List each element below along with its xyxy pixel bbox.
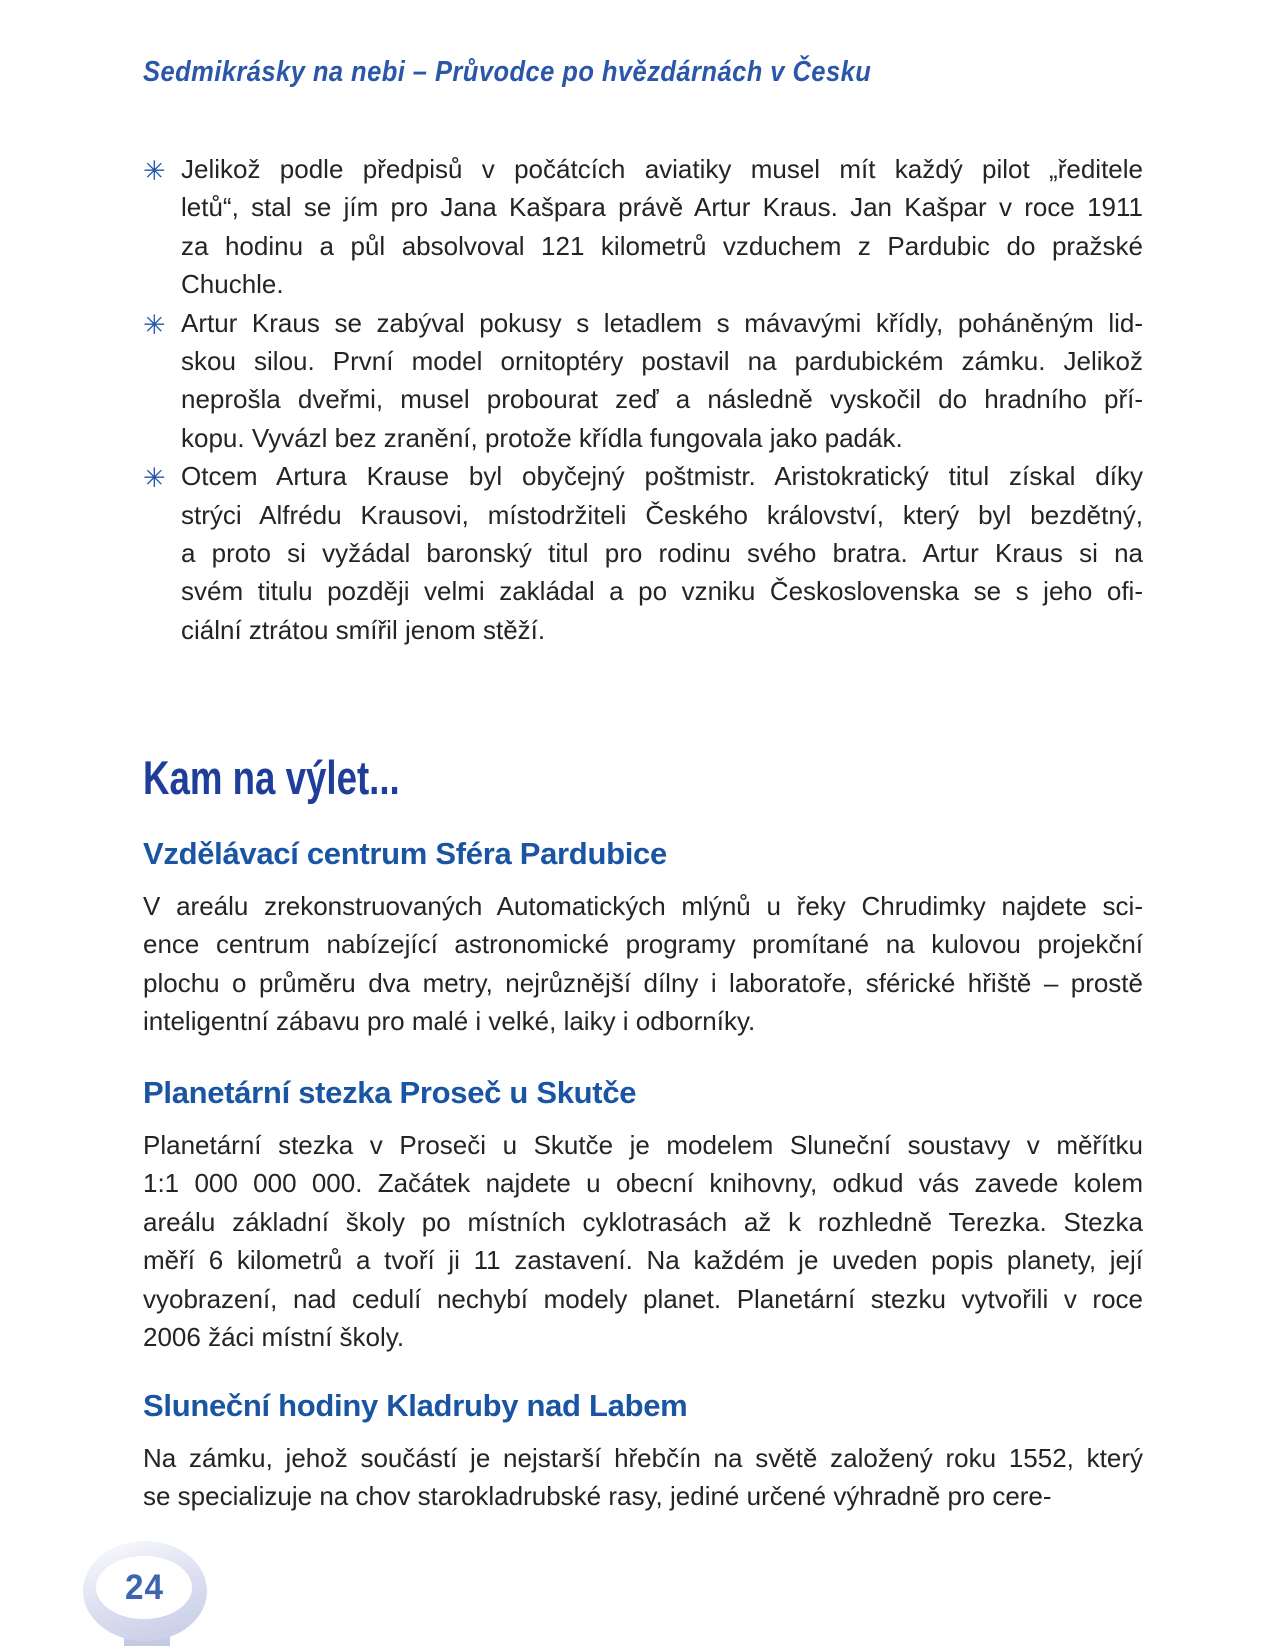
text-line: inteligentní zábavu pro malé i velké, laiky i odborníky. <box>143 1006 756 1037</box>
subsection <box>143 835 1143 1041</box>
paragraph <box>181 150 1143 304</box>
bullet-item <box>143 457 1143 649</box>
text-line: Otcem Artura Krause byl obyčejný poštmistr. Aristokratický titul získal díky <box>181 461 1143 492</box>
subsection <box>143 1387 1143 1516</box>
star-bullet-icon: ✳ <box>143 156 166 186</box>
text-line: se specializuje na chov starokladrubské rasy, jediné určené výhradně pro cere- <box>143 1481 1052 1512</box>
text-line: letů“, stal se jím pro Jana Kašpara právě Artur Kraus. Jan Kašpar v roce 1911 <box>181 192 1143 223</box>
text-line: měří 6 kilometrů a tvoří ji 11 zastavení. Na každém je uveden popis planety, její <box>143 1245 1143 1276</box>
text-line: vyobrazení, nad cedulí nechybí modely planet. Planetární stezku vytvořili v roce <box>143 1283 1143 1314</box>
paragraph <box>143 1126 1143 1356</box>
bullet-list <box>143 150 1143 649</box>
paragraph <box>143 887 1143 1041</box>
text-line: ence centrum nabízející astronomické programy promítané na kulovou projekční <box>143 929 1143 960</box>
text-line: areálu základní školy po místních cyklotrasách až k rozhledně Terezka. Stezka <box>143 1206 1143 1237</box>
text-line: plochu o průměru dva metry, nejrůznější dílny i laboratoře, sférické hřiště – prostě <box>143 967 1143 998</box>
paragraph <box>181 304 1143 458</box>
subsection <box>143 1074 1143 1356</box>
bullet-item <box>143 304 1143 458</box>
paragraph <box>143 1439 1143 1516</box>
text-line: ciální ztrátou smířil jenom stěží. <box>181 614 546 645</box>
page-number-badge <box>96 1556 192 1619</box>
text-line: neprošla dveřmi, musel probourat zeď a následně vyskočil do hradního pří- <box>181 384 1143 415</box>
text-line: svém titulu později velmi zakládal a po vzniku Československa se s jeho ofi- <box>181 576 1143 607</box>
running-header: Sedmikrásky na nebi – Průvodce po hvězdárnách v Česku <box>143 56 872 88</box>
bullet-item <box>143 150 1143 304</box>
text-line: za hodinu a půl absolvoval 121 kilometrů vzduchem z Pardubic do pražské <box>181 230 1143 261</box>
text-line: 1:1 000 000 000. Začátek najdete u obecní knihovny, odkud vás zavede kolem <box>143 1168 1143 1199</box>
text-line: a proto si vyžádal baronský titul pro rodinu svého bratra. Artur Kraus si na <box>181 538 1143 569</box>
section-title: Kam na výlet... <box>143 751 400 804</box>
text-line: strýci Alfrédu Krausovi, místodržiteli Českého království, který byl bezdětný, <box>181 499 1143 530</box>
text-line: Artur Kraus se zabýval pokusy s letadlem s mávavými křídly, poháněným lid- <box>181 307 1143 338</box>
text-line: V areálu zrekonstruovaných Automatických mlýnů u řeky Chrudimky najdete sci- <box>143 891 1143 921</box>
subsection-heading: Planetární stezka Proseč u Skutče <box>143 1075 637 1110</box>
star-bullet-icon: ✳ <box>143 309 166 340</box>
subsection-heading: Sluneční hodiny Kladruby nad Labem <box>143 1388 688 1423</box>
subsection-heading: Vzdělávací centrum Sféra Pardubice <box>143 836 667 871</box>
text-line: Na zámku, jehož součástí je nejstarší hřebčín na světě založený roku 1552, který <box>143 1443 1143 1473</box>
text-line: skou silou. První model ornitoptéry postavil na pardubickém zámku. Jelikož <box>181 346 1143 377</box>
paragraph <box>181 457 1143 649</box>
text-line: Planetární stezka v Proseči u Skutče je modelem Sluneční soustavy v měřítku <box>143 1130 1143 1160</box>
star-bullet-icon: ✳ <box>143 463 166 494</box>
text-line: 2006 žáci místní školy. <box>143 1322 405 1353</box>
page-number: 24 <box>124 1567 164 1607</box>
text-line: kopu. Vyvázl bez zranění, protože křídla fungovala jako padák. <box>181 422 903 453</box>
text-line: Jelikož podle předpisů v počátcích aviatiky musel mít každý pilot „ředitele <box>181 154 1143 184</box>
text-line: Chuchle. <box>181 269 284 300</box>
